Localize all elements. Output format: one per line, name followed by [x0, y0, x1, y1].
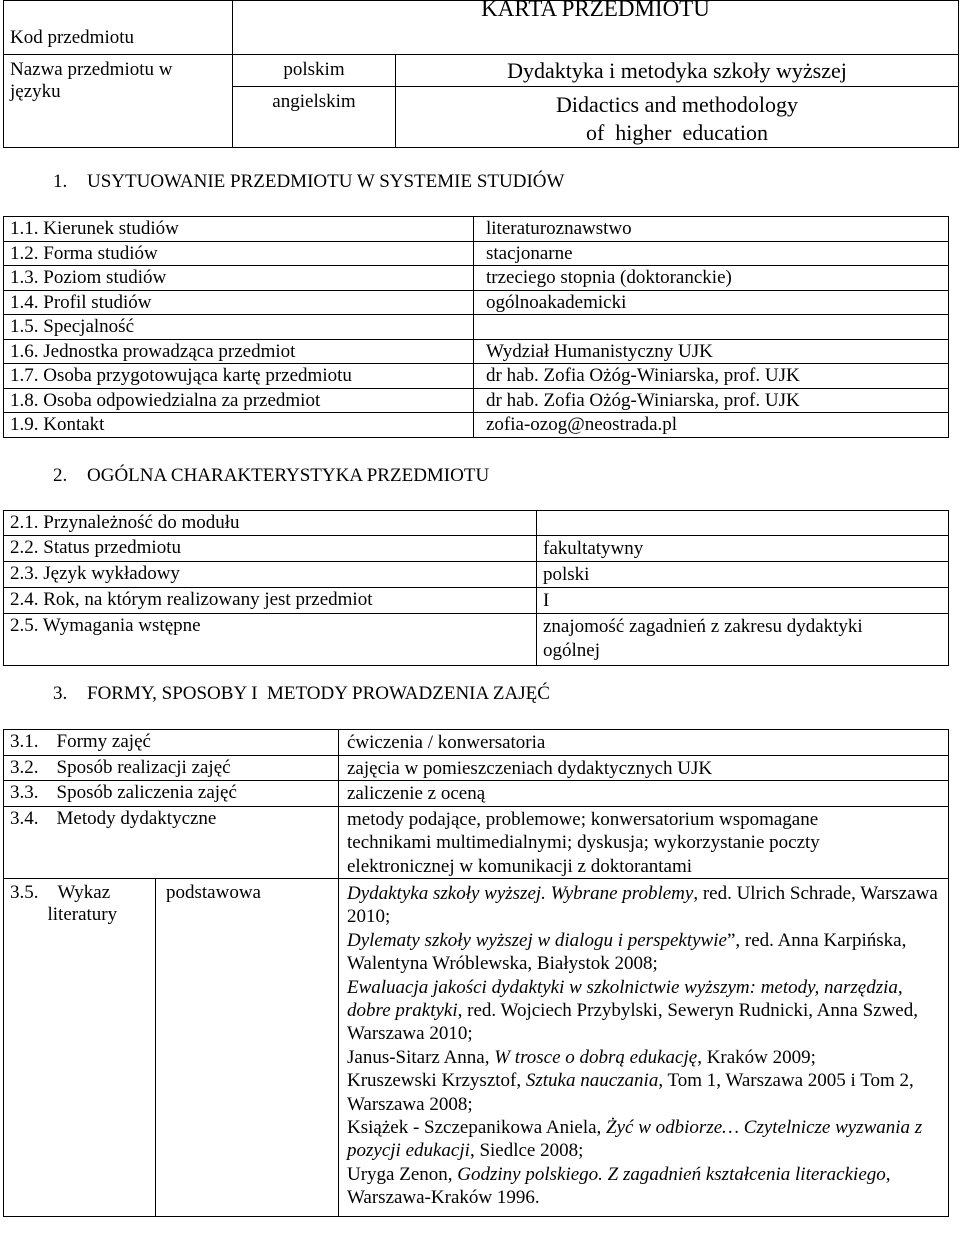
name-pl: Dydaktyka i metodyka szkoły wyższej	[396, 55, 959, 87]
section-1-row-value: stacjonarne	[474, 241, 949, 266]
section-1-row-label: 1.1. Kierunek studiów	[4, 217, 474, 242]
literature-item-details: , Kraków 2009;	[697, 1046, 816, 1068]
literature-item	[347, 1069, 938, 1116]
lang-en-text: angielskim	[272, 91, 356, 112]
section-3-table	[3, 729, 949, 1217]
section-3-row-value: zaliczenie z oceną	[339, 781, 949, 807]
name-label-text: Nazwa przedmiotu w języku	[10, 59, 173, 102]
literature-item-title: Żyć w odbiorze… Czytelnicze wyzwania z pozycji edukacji	[347, 1117, 923, 1162]
header-table	[3, 0, 959, 148]
section-2-heading	[53, 465, 489, 487]
section-1-heading	[53, 171, 564, 193]
literature-item-title: W trosce o dobrą edukację	[494, 1046, 698, 1068]
section-1-row-label: 1.6. Jednostka prowadząca przedmiot	[4, 339, 474, 364]
card-title: KARTA PRZEDMIOTU	[481, 0, 710, 21]
section-2-row-label: 2.3. Język wykładowy	[4, 562, 537, 588]
literature-item-details: , Warszawa-Kraków 1996.	[347, 1163, 891, 1209]
section-2-row	[4, 614, 949, 666]
section-3-row-number: 3.1.	[4, 730, 48, 756]
section-2-row-label: 2.1. Przynależność do modułu	[4, 511, 537, 536]
section-1-row	[4, 266, 949, 291]
section-3-row-value: ćwiczenia / konwersatoria	[339, 730, 949, 756]
section-2-row-value: znajomość zagadnień z zakresu dydaktyki ogólnej	[537, 614, 949, 666]
section-3-row-label: Formy zajęć	[48, 730, 339, 756]
section-1-row	[4, 217, 949, 242]
section-1-row-value: Wydział Humanistyczny UJK	[474, 339, 949, 364]
section-1-row-label: 1.5. Specjalność	[4, 315, 474, 340]
section-3-number: 3.	[53, 683, 68, 704]
section-1-table	[3, 216, 949, 438]
literature-item	[347, 1046, 938, 1069]
section-2-number: 2.	[53, 465, 68, 486]
literature-label	[48, 879, 156, 1217]
literature-item-details: , Tom 1, Warszawa 2005 i Tom 2, Warszawa 2008;	[347, 1070, 914, 1115]
literature-item-title: Godziny polskiego. Z zagadnień kształcenia literackiego	[457, 1163, 886, 1185]
literature-kind: podstawowa	[156, 879, 339, 1217]
section-3-row-label: Sposób realizacji zajęć	[48, 755, 339, 781]
section-2-table	[3, 510, 949, 666]
section-1-row-value: ogólnoakademicki	[474, 290, 949, 315]
literature-item-details: , red. Wojciech Przybylski, Seweryn Rudnicki, Anna Szwed, Warszawa 2010;	[347, 1000, 918, 1045]
section-3-row-number: 3.3.	[4, 781, 48, 807]
literature-item-title: Ewaluacja jakości dydaktyki w szkolnictwie wyższym: metody, narzędzia, dobre praktyki	[347, 976, 903, 1022]
section-1-row-label: 1.2. Forma studiów	[4, 241, 474, 266]
literature-num: 3.5.	[4, 879, 48, 1217]
code-label: Kod przedmiotu	[4, 1, 233, 55]
section-1-row-value	[474, 315, 949, 340]
section-1-row-label: 1.7. Osoba przygotowująca kartę przedmiotu	[4, 364, 474, 389]
section-3-row	[4, 755, 949, 781]
section-1-row-value: zofia-ozog@neostrada.pl	[474, 413, 949, 438]
code-value-cell	[233, 1, 959, 55]
section-1-number: 1.	[53, 171, 68, 192]
section-3-row	[4, 781, 949, 807]
section-2-row	[4, 511, 949, 536]
literature-list	[339, 879, 949, 1217]
section-1-row	[4, 241, 949, 266]
section-1-row-label: 1.3. Poziom studiów	[4, 266, 474, 291]
section-2-row-label: 2.2. Status przedmiotu	[4, 536, 537, 562]
literature-item-author: Janus-Sitarz Anna,	[347, 1046, 495, 1068]
literature-item-author: Książek - Szczepanikowa Aniela,	[347, 1117, 607, 1139]
section-3-row-number: 3.2.	[4, 755, 48, 781]
section-3-heading	[53, 683, 550, 705]
section-3-row-label: Sposób zaliczenia zajęć	[48, 781, 339, 807]
section-1-row	[4, 388, 949, 413]
section-1-title: USYTUOWANIE PRZEDMIOTU W SYSTEMIE STUDIÓW	[87, 171, 565, 192]
literature-item	[347, 1116, 938, 1163]
literature-item-title: Sztuka nauczania	[525, 1070, 659, 1092]
section-2-row-value: polski	[537, 562, 949, 588]
section-1-row	[4, 364, 949, 389]
literature-item-author: Uryga Zenon,	[347, 1163, 458, 1185]
section-1-row-value: trzeciego stopnia (doktoranckie)	[474, 266, 949, 291]
section-3-title: FORMY, SPOSOBY I METODY PROWADZENIA ZAJĘĆ	[87, 683, 550, 704]
section-3-row	[4, 806, 949, 879]
literature-item-details: , red. Ulrich Schrade, Warszawa 2010;	[347, 883, 938, 928]
literature-item-title: Dydaktyka szkoły wyższej. Wybrane problemy	[347, 883, 694, 904]
literature-item	[347, 929, 938, 976]
section-1-row	[4, 315, 949, 340]
section-1-row	[4, 413, 949, 438]
name-en-line1: Didactics and methodology	[556, 92, 798, 117]
literature-item-author: Kruszewski Krzysztof,	[347, 1070, 526, 1092]
section-3-row-label: Metody dydaktyczne	[48, 806, 339, 879]
section-3-row	[4, 730, 949, 756]
literature-item	[347, 976, 938, 1046]
section-1-row-value: dr hab. Zofia Ożóg-Winiarska, prof. UJK	[474, 364, 949, 389]
section-2-title: OGÓLNA CHARAKTERYSTYKA PRZEDMIOTU	[87, 465, 490, 486]
literature-item-title: Dylematy szkoły wyższej w dialogu i perspektywie	[347, 929, 727, 951]
lang-en	[233, 87, 396, 148]
section-2-row	[4, 588, 949, 614]
section-3-row-value: metody podające, problemowe; konwersatorium wspomagane technikami multimedialnymi; dyskusja; wykorzystanie poczty elektronicznej w komunikacji z doktorantami	[339, 806, 949, 879]
literature-label-1: Wykaz	[57, 882, 111, 903]
name-en	[396, 87, 959, 148]
section-3-row-value: zajęcia w pomieszczeniach dydaktycznych UJK	[339, 755, 949, 781]
section-1-row-label: 1.9. Kontakt	[4, 413, 474, 438]
literature-item-details: ”, red. Anna Karpińska, Walentyna Wróblewska, Białystok 2008;	[347, 929, 907, 975]
section-2-row-value: I	[537, 588, 949, 614]
literature-label-2: literatury	[47, 904, 118, 925]
section-2-row-label: 2.4. Rok, na którym realizowany jest przedmiot	[4, 588, 537, 614]
section-2-row	[4, 562, 949, 588]
section-2-row	[4, 536, 949, 562]
section-2-row-value: fakultatywny	[537, 536, 949, 562]
section-1-row-value: dr hab. Zofia Ożóg-Winiarska, prof. UJK	[474, 388, 949, 413]
literature-row	[4, 879, 949, 1217]
section-1-row-value: literaturoznawstwo	[474, 217, 949, 242]
section-1-row-label: 1.8. Osoba odpowiedzialna za przedmiot	[4, 388, 474, 413]
section-1-row	[4, 339, 949, 364]
section-3-row-number: 3.4.	[4, 806, 48, 879]
literature-item	[347, 1163, 938, 1210]
section-2-row-label: 2.5. Wymagania wstępne	[4, 614, 537, 666]
section-1-row	[4, 290, 949, 315]
name-label	[4, 55, 233, 148]
section-2-row-value	[537, 511, 949, 536]
name-en-line2: of higher education	[585, 120, 769, 145]
lang-pl: polskim	[233, 55, 396, 87]
section-1-row-label: 1.4. Profil studiów	[4, 290, 474, 315]
literature-item-details: , Siedlce 2008;	[469, 1140, 584, 1162]
literature-item	[347, 882, 938, 929]
